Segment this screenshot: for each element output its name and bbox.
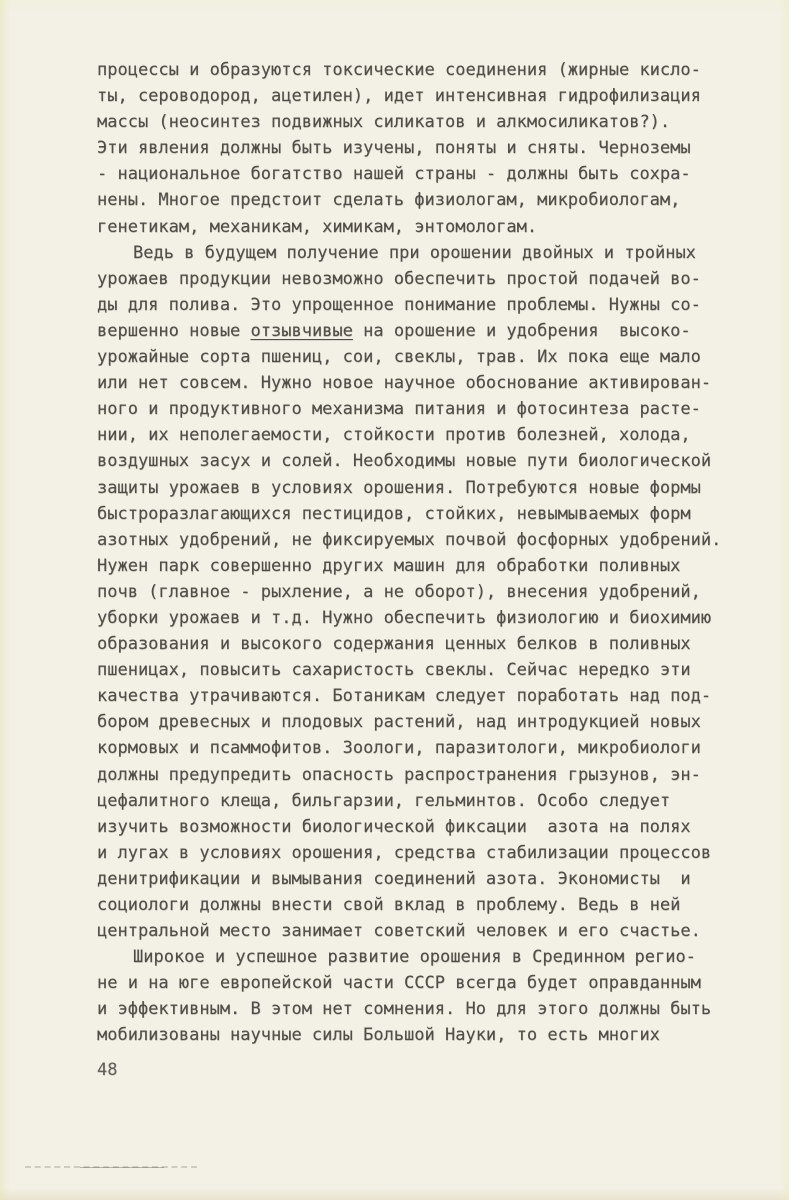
text-line: нены. Многое предстоит сделать физиологам, микробиологам, (97, 190, 681, 211)
underlined-word: отзывчивые (250, 320, 353, 341)
text-line: ды для полива. Это упрощенное понимание проблемы. Нужны со- (97, 294, 701, 315)
text-line: Широкое и успешное развитие орошения в Срединном регио- (133, 947, 696, 968)
text-line: воздушных засух и солей. Необходимы новые пути биологической (97, 451, 712, 472)
text-line: или нет совсем. Нужно новое научное обоснование активирован- (97, 373, 712, 394)
text-line: должны предупредить опасность распространения грызунов, эн- (97, 764, 701, 785)
text-line: - национальное богатство нашей страны - должны быть сохра- (97, 164, 691, 185)
text-line: уборки урожаев и т.д. Нужно обеспечить физиологию и биохимию (97, 607, 712, 628)
text-line: мобилизованы научные силы Большой Науки, то есть многих (97, 1025, 660, 1046)
text-line: кормовых и псаммофитов. Зоологи, паразитологи, микробиологи (97, 738, 701, 759)
page-number: 48 (97, 1060, 118, 1080)
text-line: бором древесных и плодовых растений, над интродукцией новых (97, 712, 701, 733)
text-segment: вершенно новые (97, 320, 251, 341)
text-line: урожаев продукции невозможно обеспечить простой подачей во- (97, 268, 701, 289)
document-body (97, 57, 745, 1049)
text-line: не и на юге европейской части СССР всегда будет оправданным (97, 973, 701, 994)
text-line: изучить возможности биологической фиксации азота на полях (97, 816, 691, 837)
text-line: быстроразлагающихся пестицидов, стойких, невымываемых форм (97, 503, 691, 524)
text-line: образования и высокого содержания ценных белков в поливных (97, 634, 691, 655)
text-line: урожайные сорта пшениц, сои, свеклы, трав. Их пока еще мало (97, 347, 701, 368)
text-line: массы (неосинтез подвижных силикатов и алкмосиликатов?). (97, 112, 671, 133)
text-line: Ведь в будущем получение при орошении двойных и тройных (133, 242, 696, 263)
text-line: пшеницах, повысить сахаристость свеклы. Сейчас нередко эти (97, 660, 691, 681)
text-line: защиты урожаев в условиях орошения. Потребуются новые формы (97, 477, 701, 498)
text-segment: на орошение и удобрения высоко- (352, 320, 691, 341)
text-line: Эти явления должны быть изучены, поняты и сняты. Черноземы (97, 138, 691, 159)
text-line (97, 318, 745, 344)
text-line: качества утрачиваются. Ботаникам следует поработать над под- (97, 686, 712, 707)
text-line: и лугах в условиях орошения, средства стабилизации процессов (97, 842, 712, 863)
text-line: Нужен парк совершенно других машин для обработки поливных (97, 555, 681, 576)
text-line: процессы и образуются токсические соединения (жирные кисло- (97, 60, 701, 80)
text-line: генетикам, механикам, химикам, энтомологам. (97, 216, 538, 237)
text-line: почв (главное - рыхление, а не оборот), внесения удобрений, (97, 581, 701, 602)
text-line: центральной место занимает советский человек и его счастье. (97, 921, 701, 942)
text-line: азотных удобрений, не фиксируемых почвой фосфорных удобрений. (97, 529, 722, 550)
text-line: ты, сероводород, ацетилен), идет интенсивная гидрофилизация (97, 86, 701, 107)
text-line: социологи должны внести свой вклад в проблему. Ведь в ней (97, 895, 681, 915)
text-line: ного и продуктивного механизма питания и фотосинтеза расте- (97, 399, 701, 420)
text-line: денитрификации и вымывания соединений азота. Экономисты и (97, 868, 691, 889)
scan-artifact-line-dark (80, 1167, 164, 1168)
text-line: цефалитного клеща, бильгарзии, гельминтов. Особо следует (97, 790, 671, 811)
text-line: нии, их неполегаемости, стойкости против болезней, холода, (97, 425, 691, 446)
text-line: и эффективным. В этом нет сомнения. Но для этого должны быть (97, 999, 712, 1020)
